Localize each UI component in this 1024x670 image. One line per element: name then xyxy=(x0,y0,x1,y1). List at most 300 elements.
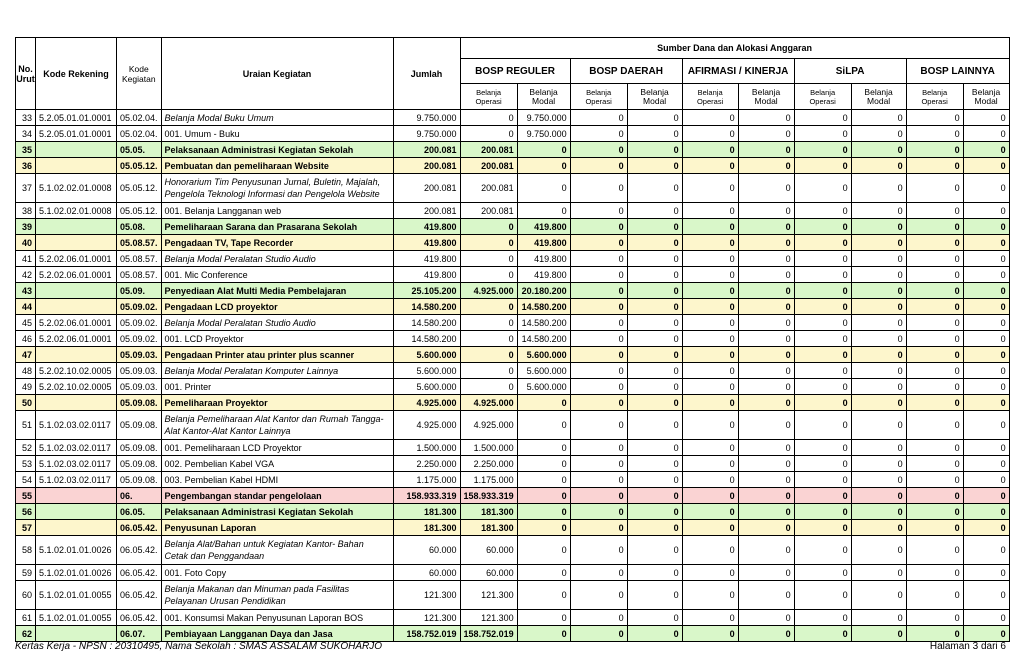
uraian-kegiatan: Penyediaan Alat Multi Media Pembelajaran xyxy=(161,283,393,299)
alokasi-value: 0 xyxy=(851,331,906,347)
alokasi-value: 0 xyxy=(851,235,906,251)
alokasi-value: 0 xyxy=(682,456,738,472)
kode-kegiatan: 05.08.57. xyxy=(117,235,162,251)
alokasi-value: 0 xyxy=(851,411,906,440)
alokasi-value: 181.300 xyxy=(460,520,517,536)
table-row xyxy=(16,395,1010,411)
alokasi-value: 14.580.200 xyxy=(517,299,570,315)
table-row xyxy=(16,203,1010,219)
alokasi-value: 0 xyxy=(738,536,794,565)
alokasi-value: 0 xyxy=(738,440,794,456)
jumlah: 5.600.000 xyxy=(393,347,460,363)
kode-rekening: 5.1.02.01.01.0055 xyxy=(36,581,117,610)
kode-rekening: 5.1.02.02.01.0008 xyxy=(36,203,117,219)
alokasi-value: 0 xyxy=(460,331,517,347)
alokasi-value: 0 xyxy=(738,110,794,126)
alokasi-value: 0 xyxy=(906,126,963,142)
alokasi-value: 0 xyxy=(682,379,738,395)
alokasi-value: 0 xyxy=(906,504,963,520)
alokasi-value: 0 xyxy=(517,158,570,174)
alokasi-value: 0 xyxy=(460,299,517,315)
alokasi-value: 0 xyxy=(570,379,627,395)
jumlah: 200.081 xyxy=(393,174,460,203)
kode-kegiatan: 05.09.08. xyxy=(117,411,162,440)
alokasi-value: 0 xyxy=(570,456,627,472)
alokasi-value: 0 xyxy=(851,347,906,363)
alokasi-value: 0 xyxy=(963,610,1009,626)
alokasi-value: 0 xyxy=(682,626,738,642)
alokasi-value: 0 xyxy=(627,504,682,520)
row-number: 35 xyxy=(16,142,36,158)
alokasi-value: 0 xyxy=(851,142,906,158)
alokasi-value: 0 xyxy=(627,251,682,267)
alokasi-value: 0 xyxy=(738,472,794,488)
kode-rekening: 5.2.05.01.01.0001 xyxy=(36,126,117,142)
jumlah: 200.081 xyxy=(393,158,460,174)
jumlah: 14.580.200 xyxy=(393,299,460,315)
kode-rekening: 5.2.05.01.01.0001 xyxy=(36,110,117,126)
alokasi-value: 0 xyxy=(682,363,738,379)
table-row xyxy=(16,158,1010,174)
alokasi-value: 0 xyxy=(570,110,627,126)
alokasi-value: 1.175.000 xyxy=(460,472,517,488)
alokasi-value: 0 xyxy=(570,235,627,251)
alokasi-value: 0 xyxy=(627,411,682,440)
alokasi-value: 0 xyxy=(738,203,794,219)
alokasi-value: 0 xyxy=(682,504,738,520)
row-number: 53 xyxy=(16,456,36,472)
alokasi-value: 0 xyxy=(794,565,851,581)
kode-rekening xyxy=(36,142,117,158)
alokasi-value: 0 xyxy=(794,126,851,142)
alokasi-value: 0 xyxy=(627,331,682,347)
alokasi-value: 0 xyxy=(570,331,627,347)
footer-school-info: Kertas Kerja - NPSN : 20310495, Nama Sekolah : SMAS ASSALAM SUKOHARJO xyxy=(15,641,383,652)
alokasi-value: 0 xyxy=(906,203,963,219)
alokasi-value: 0 xyxy=(851,363,906,379)
kode-rekening: 5.1.02.03.02.0117 xyxy=(36,411,117,440)
alokasi-value: 0 xyxy=(682,174,738,203)
alokasi-value: 0 xyxy=(738,610,794,626)
header-source-3: SiLPA xyxy=(794,59,906,84)
alokasi-value: 0 xyxy=(906,520,963,536)
alokasi-value: 5.600.000 xyxy=(517,347,570,363)
alokasi-value: 0 xyxy=(627,267,682,283)
uraian-kegiatan: 001. Mic Conference xyxy=(161,267,393,283)
alokasi-value: 0 xyxy=(851,251,906,267)
kode-kegiatan: 05.09.02. xyxy=(117,299,162,315)
alokasi-value: 0 xyxy=(517,395,570,411)
kode-rekening xyxy=(36,235,117,251)
alokasi-value: 0 xyxy=(906,283,963,299)
kode-kegiatan: 06.05.42. xyxy=(117,610,162,626)
alokasi-value: 0 xyxy=(906,565,963,581)
alokasi-value: 0 xyxy=(460,235,517,251)
table-row xyxy=(16,315,1010,331)
jumlah: 2.250.000 xyxy=(393,456,460,472)
alokasi-value: 0 xyxy=(517,520,570,536)
alokasi-value: 0 xyxy=(738,347,794,363)
alokasi-value: 0 xyxy=(906,626,963,642)
row-number: 62 xyxy=(16,626,36,642)
header-source-1: BOSP DAERAH xyxy=(570,59,682,84)
alokasi-value: 0 xyxy=(794,283,851,299)
table-row xyxy=(16,219,1010,235)
alokasi-value: 0 xyxy=(738,158,794,174)
alokasi-value: 0 xyxy=(851,110,906,126)
alokasi-value: 0 xyxy=(963,142,1009,158)
jumlah: 158.933.319 xyxy=(393,488,460,504)
alokasi-value: 0 xyxy=(738,395,794,411)
header-uraian-kegiatan: Uraian Kegiatan xyxy=(161,38,393,110)
alokasi-value: 181.300 xyxy=(460,504,517,520)
alokasi-value: 0 xyxy=(738,488,794,504)
alokasi-value: 0 xyxy=(794,520,851,536)
uraian-kegiatan: 001. Konsumsi Makan Penyusunan Laporan BOS xyxy=(161,610,393,626)
alokasi-value: 0 xyxy=(906,379,963,395)
table-row xyxy=(16,267,1010,283)
uraian-kegiatan: Pengadaan LCD proyektor xyxy=(161,299,393,315)
kode-rekening: 5.1.02.03.02.0117 xyxy=(36,456,117,472)
alokasi-value: 0 xyxy=(794,110,851,126)
alokasi-value: 0 xyxy=(738,379,794,395)
row-number: 59 xyxy=(16,565,36,581)
row-number: 45 xyxy=(16,315,36,331)
row-number: 39 xyxy=(16,219,36,235)
kode-kegiatan: 05.09.08. xyxy=(117,472,162,488)
row-number: 41 xyxy=(16,251,36,267)
alokasi-value: 0 xyxy=(627,456,682,472)
uraian-kegiatan: 001. Belanja Langganan web xyxy=(161,203,393,219)
row-number: 34 xyxy=(16,126,36,142)
alokasi-value: 2.250.000 xyxy=(460,456,517,472)
kode-kegiatan: 05.09.08. xyxy=(117,456,162,472)
alokasi-value: 0 xyxy=(738,126,794,142)
alokasi-value: 0 xyxy=(738,363,794,379)
alokasi-value: 0 xyxy=(906,251,963,267)
alokasi-value: 0 xyxy=(794,267,851,283)
alokasi-value: 0 xyxy=(906,142,963,158)
alokasi-value: 0 xyxy=(738,581,794,610)
uraian-kegiatan: Belanja Modal Peralatan Studio Audio xyxy=(161,315,393,331)
header-belanja-modal: Belanja Modal xyxy=(963,84,1009,110)
kode-rekening xyxy=(36,488,117,504)
alokasi-value: 0 xyxy=(906,315,963,331)
alokasi-value: 0 xyxy=(570,395,627,411)
jumlah: 158.752.019 xyxy=(393,626,460,642)
kode-kegiatan: 05.09.08. xyxy=(117,395,162,411)
alokasi-value: 9.750.000 xyxy=(517,110,570,126)
alokasi-value: 0 xyxy=(906,456,963,472)
alokasi-value: 0 xyxy=(570,142,627,158)
alokasi-value: 0 xyxy=(627,158,682,174)
kode-rekening: 5.2.02.10.02.0005 xyxy=(36,379,117,395)
alokasi-value: 0 xyxy=(627,315,682,331)
table-row xyxy=(16,331,1010,347)
alokasi-value: 0 xyxy=(906,158,963,174)
alokasi-value: 0 xyxy=(570,126,627,142)
alokasi-value: 0 xyxy=(851,488,906,504)
alokasi-value: 0 xyxy=(851,379,906,395)
jumlah: 181.300 xyxy=(393,520,460,536)
alokasi-value: 0 xyxy=(963,251,1009,267)
table-row xyxy=(16,411,1010,440)
jumlah: 4.925.000 xyxy=(393,395,460,411)
alokasi-value: 0 xyxy=(794,610,851,626)
header-source-0: BOSP REGULER xyxy=(460,59,570,84)
alokasi-value: 0 xyxy=(906,610,963,626)
alokasi-value: 0 xyxy=(570,267,627,283)
uraian-kegiatan: Belanja Modal Buku Umum xyxy=(161,110,393,126)
alokasi-value: 0 xyxy=(682,520,738,536)
alokasi-value: 200.081 xyxy=(460,174,517,203)
alokasi-value: 0 xyxy=(627,299,682,315)
table-row xyxy=(16,283,1010,299)
alokasi-value: 0 xyxy=(851,456,906,472)
row-number: 50 xyxy=(16,395,36,411)
row-number: 43 xyxy=(16,283,36,299)
alokasi-value: 0 xyxy=(460,347,517,363)
alokasi-value: 0 xyxy=(906,395,963,411)
uraian-kegiatan: Pelaksanaan Administrasi Kegiatan Sekolah xyxy=(161,504,393,520)
uraian-kegiatan: Belanja Modal Peralatan Studio Audio xyxy=(161,251,393,267)
alokasi-value: 0 xyxy=(627,395,682,411)
alokasi-value: 0 xyxy=(963,203,1009,219)
header-jumlah: Jumlah xyxy=(393,38,460,110)
alokasi-value: 0 xyxy=(794,395,851,411)
kode-kegiatan: 05.08.57. xyxy=(117,251,162,267)
alokasi-value: 0 xyxy=(682,440,738,456)
alokasi-value: 0 xyxy=(627,174,682,203)
alokasi-value: 0 xyxy=(682,411,738,440)
alokasi-value: 0 xyxy=(682,267,738,283)
alokasi-value: 0 xyxy=(517,488,570,504)
alokasi-value: 0 xyxy=(794,504,851,520)
alokasi-value: 0 xyxy=(570,610,627,626)
kode-rekening: 5.1.02.01.01.0026 xyxy=(36,536,117,565)
alokasi-value: 0 xyxy=(738,235,794,251)
alokasi-value: 0 xyxy=(517,536,570,565)
header-kode-kegiatan: Kode Kegiatan xyxy=(117,38,162,110)
alokasi-value: 4.925.000 xyxy=(460,283,517,299)
alokasi-value: 0 xyxy=(794,142,851,158)
kode-kegiatan: 05.08. xyxy=(117,219,162,235)
alokasi-value: 0 xyxy=(851,158,906,174)
alokasi-value: 60.000 xyxy=(460,565,517,581)
alokasi-value: 0 xyxy=(794,581,851,610)
alokasi-value: 0 xyxy=(794,379,851,395)
alokasi-value: 0 xyxy=(570,504,627,520)
row-number: 49 xyxy=(16,379,36,395)
alokasi-value: 0 xyxy=(627,440,682,456)
kode-kegiatan: 05.09.08. xyxy=(117,440,162,456)
alokasi-value: 0 xyxy=(794,203,851,219)
uraian-kegiatan: 002. Pembelian Kabel VGA xyxy=(161,456,393,472)
row-number: 42 xyxy=(16,267,36,283)
alokasi-value: 0 xyxy=(682,219,738,235)
alokasi-value: 0 xyxy=(682,315,738,331)
kode-kegiatan: 06.05.42. xyxy=(117,520,162,536)
jumlah: 5.600.000 xyxy=(393,363,460,379)
alokasi-value: 0 xyxy=(682,158,738,174)
alokasi-value: 0 xyxy=(570,347,627,363)
row-number: 51 xyxy=(16,411,36,440)
table-row xyxy=(16,251,1010,267)
alokasi-value: 0 xyxy=(906,331,963,347)
alokasi-value: 0 xyxy=(682,472,738,488)
alokasi-value: 0 xyxy=(963,379,1009,395)
alokasi-value: 0 xyxy=(851,283,906,299)
alokasi-value: 419.800 xyxy=(517,251,570,267)
alokasi-value: 0 xyxy=(851,395,906,411)
table-row xyxy=(16,379,1010,395)
alokasi-value: 0 xyxy=(851,126,906,142)
row-number: 52 xyxy=(16,440,36,456)
row-number: 33 xyxy=(16,110,36,126)
jumlah: 1.175.000 xyxy=(393,472,460,488)
table-row xyxy=(16,472,1010,488)
row-number: 55 xyxy=(16,488,36,504)
row-number: 36 xyxy=(16,158,36,174)
alokasi-value: 0 xyxy=(963,363,1009,379)
alokasi-value: 0 xyxy=(963,110,1009,126)
kode-kegiatan: 05.02.04. xyxy=(117,110,162,126)
alokasi-value: 0 xyxy=(794,315,851,331)
alokasi-value: 0 xyxy=(627,219,682,235)
alokasi-value: 0 xyxy=(794,626,851,642)
alokasi-value: 0 xyxy=(906,488,963,504)
alokasi-value: 0 xyxy=(906,472,963,488)
alokasi-value: 0 xyxy=(517,411,570,440)
row-number: 44 xyxy=(16,299,36,315)
alokasi-value: 0 xyxy=(627,347,682,363)
kode-kegiatan: 05.09.02. xyxy=(117,331,162,347)
alokasi-value: 4.925.000 xyxy=(460,411,517,440)
kode-kegiatan: 05.05.12. xyxy=(117,203,162,219)
alokasi-value: 14.580.200 xyxy=(517,331,570,347)
alokasi-value: 0 xyxy=(851,174,906,203)
alokasi-value: 0 xyxy=(627,520,682,536)
alokasi-value: 0 xyxy=(682,331,738,347)
header-belanja-operasi: Belanja Operasi xyxy=(794,84,851,110)
alokasi-value: 0 xyxy=(963,536,1009,565)
uraian-kegiatan: 001. Printer xyxy=(161,379,393,395)
alokasi-value: 200.081 xyxy=(460,203,517,219)
alokasi-value: 0 xyxy=(570,536,627,565)
alokasi-value: 0 xyxy=(963,395,1009,411)
alokasi-value: 0 xyxy=(627,142,682,158)
alokasi-value: 5.600.000 xyxy=(517,363,570,379)
alokasi-value: 0 xyxy=(851,472,906,488)
alokasi-value: 0 xyxy=(963,174,1009,203)
kode-rekening: 5.1.02.02.01.0008 xyxy=(36,174,117,203)
alokasi-value: 0 xyxy=(963,565,1009,581)
jumlah: 200.081 xyxy=(393,142,460,158)
alokasi-value: 0 xyxy=(794,440,851,456)
alokasi-value: 0 xyxy=(963,331,1009,347)
alokasi-value: 0 xyxy=(570,315,627,331)
alokasi-value: 0 xyxy=(794,536,851,565)
alokasi-value: 0 xyxy=(570,520,627,536)
alokasi-value: 0 xyxy=(738,283,794,299)
budget-table xyxy=(15,37,1010,642)
alokasi-value: 0 xyxy=(794,299,851,315)
kode-kegiatan: 05.05.12. xyxy=(117,158,162,174)
alokasi-value: 0 xyxy=(963,347,1009,363)
row-number: 47 xyxy=(16,347,36,363)
alokasi-value: 0 xyxy=(738,142,794,158)
jumlah: 5.600.000 xyxy=(393,379,460,395)
alokasi-value: 419.800 xyxy=(517,267,570,283)
uraian-kegiatan: Pembuatan dan pemeliharaan Website xyxy=(161,158,393,174)
alokasi-value: 0 xyxy=(517,174,570,203)
alokasi-value: 0 xyxy=(963,581,1009,610)
jumlah: 419.800 xyxy=(393,219,460,235)
row-number: 61 xyxy=(16,610,36,626)
alokasi-value: 0 xyxy=(570,581,627,610)
table-row xyxy=(16,363,1010,379)
alokasi-value: 0 xyxy=(738,219,794,235)
kode-kegiatan: 06.05.42. xyxy=(117,581,162,610)
kode-rekening: 5.2.02.06.01.0001 xyxy=(36,315,117,331)
alokasi-value: 0 xyxy=(570,158,627,174)
alokasi-value: 0 xyxy=(627,379,682,395)
alokasi-value: 0 xyxy=(851,203,906,219)
alokasi-value: 0 xyxy=(738,299,794,315)
alokasi-value: 0 xyxy=(517,626,570,642)
alokasi-value: 0 xyxy=(517,203,570,219)
alokasi-value: 0 xyxy=(570,363,627,379)
alokasi-value: 419.800 xyxy=(517,235,570,251)
uraian-kegiatan: 001. Umum - Buku xyxy=(161,126,393,142)
uraian-kegiatan: Pemeliharaan Proyektor xyxy=(161,395,393,411)
alokasi-value: 419.800 xyxy=(517,219,570,235)
jumlah: 419.800 xyxy=(393,251,460,267)
alokasi-value: 0 xyxy=(682,610,738,626)
alokasi-value: 0 xyxy=(570,219,627,235)
header-belanja-modal: Belanja Modal xyxy=(627,84,682,110)
alokasi-value: 0 xyxy=(738,174,794,203)
row-number: 37 xyxy=(16,174,36,203)
alokasi-value: 0 xyxy=(794,456,851,472)
alokasi-value: 0 xyxy=(570,174,627,203)
alokasi-value: 0 xyxy=(517,610,570,626)
alokasi-value: 0 xyxy=(627,610,682,626)
alokasi-value: 0 xyxy=(517,565,570,581)
kode-kegiatan: 06. xyxy=(117,488,162,504)
alokasi-value: 20.180.200 xyxy=(517,283,570,299)
kode-kegiatan: 06.07. xyxy=(117,626,162,642)
uraian-kegiatan: Belanja Alat/Bahan untuk Kegiatan Kantor- Bahan Cetak dan Penggandaan xyxy=(161,536,393,565)
alokasi-value: 0 xyxy=(794,174,851,203)
alokasi-value: 0 xyxy=(682,251,738,267)
kode-kegiatan: 06.05. xyxy=(117,504,162,520)
kode-rekening xyxy=(36,395,117,411)
alokasi-value: 0 xyxy=(517,142,570,158)
alokasi-value: 0 xyxy=(627,488,682,504)
header-kode-rekening: Kode Rekening xyxy=(36,38,117,110)
table-row xyxy=(16,536,1010,565)
alokasi-value: 9.750.000 xyxy=(517,126,570,142)
uraian-kegiatan: Pemeliharaan Sarana dan Prasarana Sekolah xyxy=(161,219,393,235)
table-row xyxy=(16,456,1010,472)
kode-rekening xyxy=(36,504,117,520)
jumlah: 121.300 xyxy=(393,581,460,610)
header-belanja-operasi: Belanja Operasi xyxy=(906,84,963,110)
row-number: 58 xyxy=(16,536,36,565)
alokasi-value: 0 xyxy=(963,315,1009,331)
alokasi-value: 60.000 xyxy=(460,536,517,565)
